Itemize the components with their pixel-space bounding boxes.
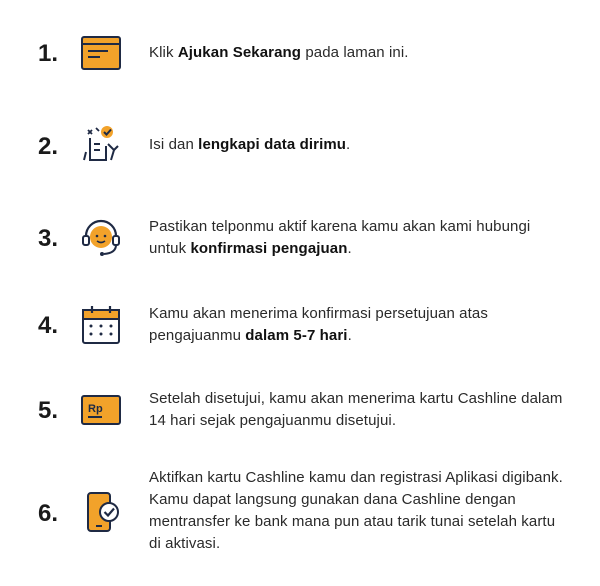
checklist-person-icon (78, 122, 124, 168)
step-number: 6. (38, 500, 59, 527)
step-3 (0, 215, 600, 261)
step-6 (0, 469, 600, 552)
step-text: Setelah disetujui, kamu akan menerima kartu Cashline dalam 14 hari sejak pengajuanmu disetujui. (149, 390, 563, 429)
calendar-icon (78, 302, 124, 348)
headset-icon (78, 215, 124, 261)
rupiah-card-icon (78, 387, 124, 433)
step-text: Kamu akan menerima konfirmasi persetujuan atas pengajuanmu dalam 5-7 hari. (149, 305, 488, 344)
phone-check-icon (78, 490, 124, 536)
step-text: Isi dan lengkapi data dirimu. (149, 136, 351, 153)
step-text: Klik Ajukan Sekarang pada laman ini. (149, 44, 409, 61)
step-2 (0, 122, 600, 168)
step-text: Aktifkan kartu Cashline kamu dan registrasi Aplikasi digibank. Kamu dapat langsung gunakan dana Cashline dengan mentransfer ke bank mana pun atau tarik tunai setelah kartu di aktivasi. (149, 469, 563, 552)
step-number: 2. (38, 133, 59, 160)
step-text: Pastikan telponmu aktif karena kamu akan kami hubungi untuk konfirmasi pengajuan. (149, 218, 531, 257)
step-5 (0, 387, 600, 433)
step-number: 1. (38, 40, 59, 67)
step-4 (0, 302, 600, 348)
browser-window-icon (78, 30, 124, 76)
step-number: 4. (38, 312, 59, 339)
step-number: 5. (38, 397, 59, 424)
rupiah-label: Rp (88, 403, 103, 415)
step-1 (0, 30, 600, 76)
step-number: 3. (38, 225, 59, 252)
